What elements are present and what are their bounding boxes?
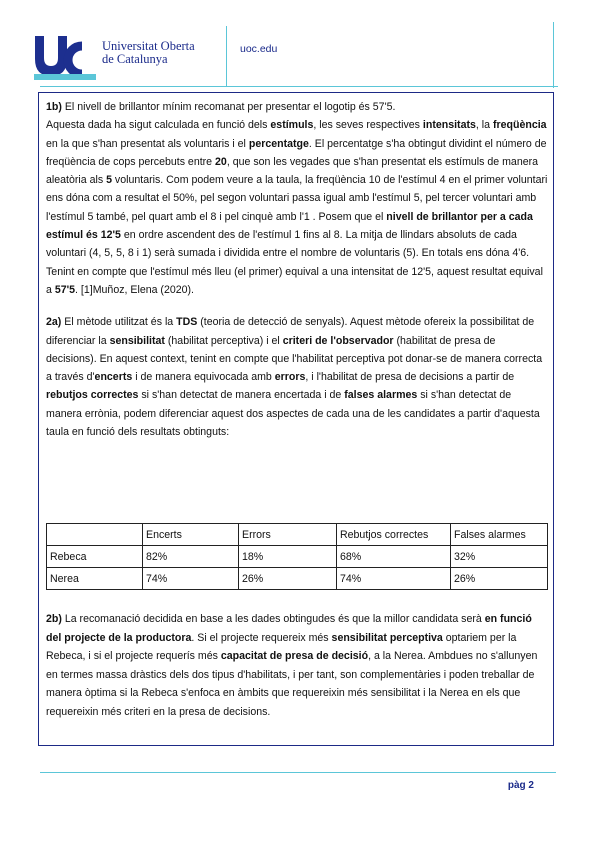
section-2a-label: 2a) [46,316,62,329]
bold-term: en funció del projecte de la productora [46,613,532,644]
table-row [47,568,548,590]
bold-term: freqüència [492,119,547,132]
section-1b [46,98,548,299]
bold-term: 5 [106,174,112,187]
header-divider-vertical [226,26,227,86]
section-1b-label: 1b) [46,101,62,113]
bold-term: rebutjos correctes [46,389,139,402]
footer-divider [40,772,556,773]
page-number: pàg 2 [507,780,534,791]
bold-term: 57'5 [54,283,76,296]
section-2b-label: 2b) [46,613,62,625]
table-cell: 32% [451,546,548,568]
bold-term: nivell de brillantor per a cada estímul és 12'5 [46,210,533,242]
table-cell: 26% [239,568,337,590]
bold-term: sensibilitat [109,334,165,347]
section-2a [46,313,548,441]
table-header-cell: Errors [239,524,337,546]
section-2a-text: El mètode utilitzat és la TDS (teoria de detecció de senyals). Aquest mètode ofereix la possibilitat de diferenciar la sensibilitat (habilitat perceptiva) i el criteri de l'observador (habilitat de presa de decisions). En aquest context, tenint en compte que l'habilitat perceptiva pot donar-se de manera correcta a través d'encerts i de manera equivocada amb errors, i l'habilitat de presa de decisions a partir de rebutjos correctes si s'han detectat de manera encertada i de falses alarmes si s'han detectat de manera errònia, podem diferenciar aquest dos aspectes de cada una de les candidates a partir d'aquesta taula en funció dels resultats obtinguts: [46,316,543,439]
university-name [102,40,195,66]
table-cell: Rebeca [47,546,143,568]
bold-term: falses alarmes [344,389,418,402]
section-2b-text: La recomanació decidida en base a les dades obtingudes és que la millor candidata serà en funció del projecte de la productora. Si el projecte requereix més sensibilitat perceptiva optariem per la Rebeca, i si el projecte requerís més capacitat de presa de decisió, a la Nerea. Ambdues no s'allunyen en termes massa dràstics dels dos tipus d'habilitats, i per tant, son complementàries i poden treballar de manera òptima si la Rebeca s'enfoca en àmbits que requereixin més sensibilitat i la Nerea en els que requereixin més criteri en la presa de decisions. [46,613,538,718]
bold-term: capacitat de presa de decisió [220,650,369,663]
table-row [47,546,548,568]
table-cell: 26% [451,568,548,590]
bold-term: percentatge [248,137,309,150]
bold-term: 20 [215,155,227,168]
table-cell: 18% [239,546,337,568]
table-cell: 74% [143,568,239,590]
university-name-line2: de Catalunya [102,52,168,66]
table-header-cell: Encerts [143,524,239,546]
site-link[interactable]: uoc.edu [240,43,278,55]
table-header-row [47,524,548,546]
section-2b [46,610,548,722]
uoc-logo-mark [34,36,96,80]
table-cell: 74% [337,568,451,590]
bold-term: sensibilitat perceptiva [331,631,443,644]
university-name-line1: Universitat Oberta [102,39,195,53]
bold-term: encerts [94,371,133,384]
section-2b-wrapper [46,610,548,722]
table-cell: 68% [337,546,451,568]
bold-term: TDS [176,316,198,329]
table-cell: Nerea [47,568,143,590]
bold-term: intensitats [422,119,476,132]
bold-term: criteri de l'observador [282,334,394,347]
bold-term: errors [274,371,306,384]
bold-term: estímuls [270,119,314,132]
uoc-logo [34,36,96,85]
header-divider-horizontal [40,86,558,87]
table-header-cell: Rebutjos correctes [337,524,451,546]
table-header-cell: Falses alarmes [451,524,548,546]
results-table [46,523,548,590]
right-margin-line [553,22,554,88]
table-cell: 82% [143,546,239,568]
content-body [46,98,548,441]
table-header-cell [47,524,143,546]
section-1b-text: El nivell de brillantor mínim recomanat per presentar el logotip és 57'5. Aquesta dada ha sigut calculada en funció dels estímuls, les seves respectives intensitats, la freqüència en la que s'han presentat als voluntaris i el percentatge. El percentatge s'ha obtingut dividint el número de freqüència de cops percebuts entre 20, que son les vegades que s'han presentat els estímuls de manera aleatòria als 5 voluntaris. Com podem veure a la taula, la freqüència 10 de l'estímul 4 en el primer voluntari ens dóna com a resultat el 50%, pel segon voluntari passa igual amb l'estímul 5, pel tercer voluntari amb l'estímul 5 també, pel quart amb el 8 i pel cinquè amb l'1 . Posem que el nivell de brillantor per a cada estímul és 12'5 en ordre ascendent des de l'estímul 1 fins al 8. La mitja de llindars absoluts de cada voluntari (4, 5, 5, 8 i 1) serà sumada i dividida entre el nombre de voluntaris (5). En totals ens dóna 4'6. Tenint en compte que l'estímul més lleu (el primer) equival a una intensitat de 12'5, aquest resultat equival a 57'5. [1]Muñoz, Elena (2020). [46,101,548,296]
